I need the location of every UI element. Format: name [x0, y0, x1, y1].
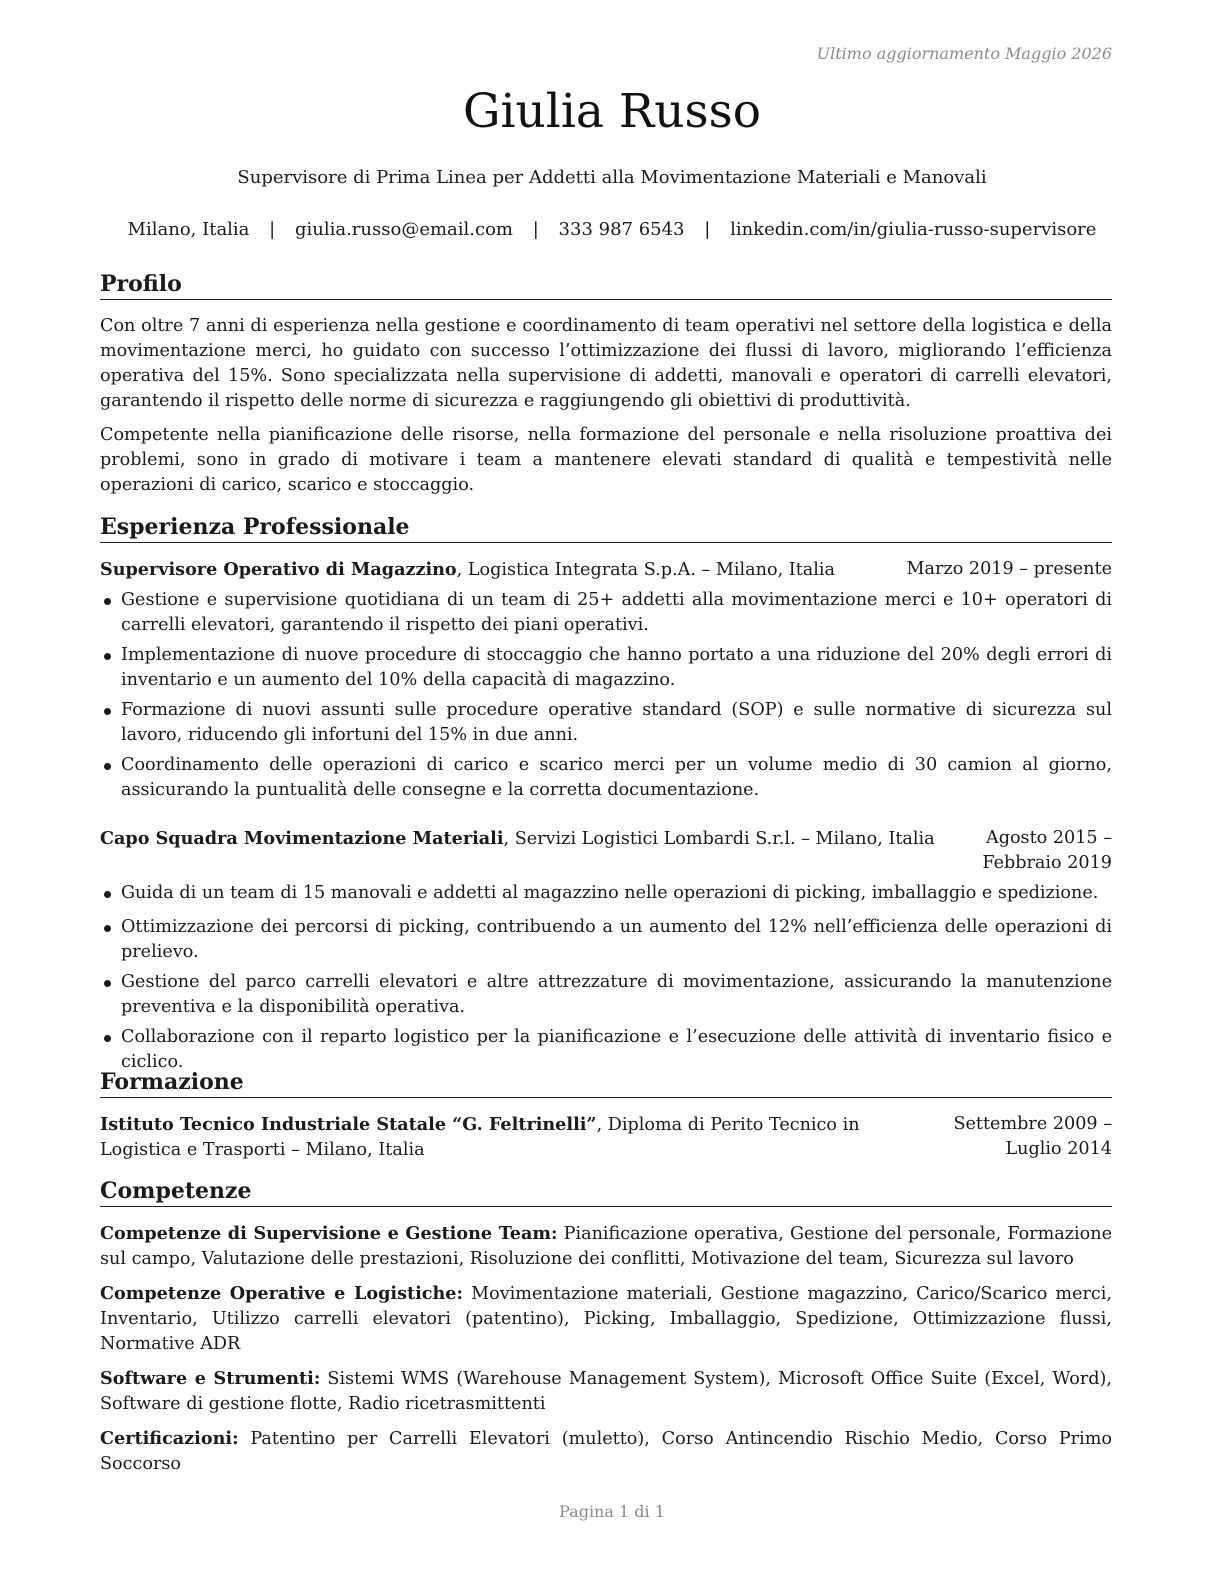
list-item: Collaborazione con il reparto logistico per la pianificazione e l’esecuzione delle attività di inventario fisico e ciclico.	[100, 1025, 1112, 1075]
contact-separator: |	[704, 219, 711, 240]
skill-group-label: Competenze di Supervisione e Gestione Team:	[100, 1223, 558, 1244]
skill-group-text: Movimentazione materiali, Gestione magazzino, Carico/Scarico merci, Inventario, Utilizzo carrelli elevatori (patentino), Picking, Imballaggio, Spedizione, Ottimizzazione flussi, Normative ADR	[100, 1284, 1112, 1354]
education-heading: Formazione	[100, 1068, 1112, 1098]
contact-linkedin-link[interactable]: linkedin.com/in/giulia-russo-supervisore	[730, 219, 1097, 240]
last-updated-note: Ultimo aggiornamento Maggio 2026	[816, 44, 1112, 63]
job-header	[100, 557, 1112, 583]
experience-section	[100, 513, 1112, 1075]
list-item: Guida di un team di 15 manovali e addetti al magazzino nelle operazioni di picking, imballaggio e spedizione.	[100, 881, 1112, 906]
education-school: Istituto Tecnico Industriale Statale “G. Feltrinelli”	[100, 1114, 597, 1135]
list-item: Gestione e supervisione quotidiana di un team di 25+ addetti alla movimentazione merci e 10+ operatori di carrelli elevatori, garantendo il rispetto dei piani operativi.	[100, 588, 1112, 638]
page-number: Pagina 1 di 1	[559, 1502, 665, 1521]
skill-group	[100, 1426, 1112, 1477]
list-item: Implementazione di nuove procedure di stoccaggio che hanno portato a una riduzione del 20% degli errori di inventario e un aumento del 10% della capacità di magazzino.	[100, 643, 1112, 693]
contact-location: Milano, Italia	[127, 219, 250, 240]
experience-heading: Esperienza Professionale	[100, 513, 1112, 543]
skill-group-text: Sistemi WMS (Warehouse Management System), Microsoft Office Suite (Excel, Word), Software di gestione flotte, Radio ricetrasmittenti	[100, 1369, 1112, 1414]
job-bullets	[100, 881, 1112, 1075]
candidate-headline: Supervisore di Prima Linea per Addetti alla Movimentazione Materiali e Manovali	[237, 167, 987, 188]
job-role: Supervisore Operativo di Magazzino	[100, 559, 457, 580]
list-item: Formazione di nuovi assunti sulle procedure operative standard (SOP) e sulle normative di sicurezza sul lavoro, riducendo gli infortuni del 15% in due anni.	[100, 698, 1112, 748]
job-company: , Logistica Integrata S.p.A. – Milano, Italia	[456, 560, 836, 580]
contact-email-link[interactable]: giulia.russo@email.com	[294, 219, 513, 240]
contact-separator: |	[269, 219, 276, 240]
skill-group-label: Software e Strumenti:	[100, 1368, 321, 1389]
skill-group-text: Patentino per Carrelli Elevatori (muletto), Corso Antincendio Rischio Medio, Corso Primo Soccorso	[100, 1429, 1112, 1474]
education-degree: , Diploma di Perito Tecnico in Logistica e Trasporti – Milano, Italia	[100, 1115, 860, 1160]
skill-group	[100, 1281, 1112, 1357]
list-item: Gestione del parco carrelli elevatori e altre attrezzature di movimentazione, assicurando la manutenzione preventiva e la disponibilità operativa.	[100, 970, 1112, 1020]
job-company: , Servizi Logistici Lombardi S.r.l. – Milano, Italia	[503, 829, 935, 849]
job-entry	[100, 557, 1112, 803]
education-entry	[100, 1112, 1112, 1163]
job-title-line	[100, 557, 835, 583]
profile-section	[100, 270, 1112, 498]
skill-group	[100, 1366, 1112, 1417]
list-item: Ottimizzazione dei percorsi di picking, contribuendo a un aumento del 12% nell’efficienza delle operazioni di prelievo.	[100, 915, 1112, 965]
skill-group-label: Competenze Operative e Logistiche:	[100, 1283, 463, 1304]
contact-phone: 333 987 6543	[558, 219, 685, 240]
skill-group	[100, 1221, 1112, 1272]
education-title-line	[100, 1112, 920, 1163]
skills-section	[100, 1177, 1112, 1477]
contact-line	[0, 219, 1224, 240]
education-section	[100, 1068, 1112, 1163]
education-dates: Settembre 2009 – Luglio 2014	[953, 1114, 1112, 1159]
job-dates: Marzo 2019 – presente	[906, 559, 1112, 579]
job-bullets	[100, 588, 1112, 803]
profile-paragraph: Con oltre 7 anni di esperienza nella gestione e coordinamento di team operativi nel settore della logistica e della movimentazione merci, ho guidato con successo l’ottimizzazione dei flussi di lavoro, migliorando l’efficienza operativa del 15%. Sono specializzata nella supervisione di addetti, manovali e operatori di carrelli elevatori, garantendo il rispetto delle norme di sicurezza e raggiungendo gli obiettivi di produttività.	[100, 316, 1112, 411]
job-dates: Agosto 2015 – Febbraio 2019	[982, 828, 1112, 873]
job-role: Capo Squadra Movimentazione Materiali	[100, 828, 504, 849]
job-header	[100, 826, 1112, 876]
profile-heading: Profilo	[100, 270, 1112, 300]
list-item: Coordinamento delle operazioni di carico e scarico merci per un volume medio di 30 camion al giorno, assicurando la puntualità delle consegne e la corretta documentazione.	[100, 753, 1112, 803]
skill-group-label: Certificazioni:	[100, 1428, 239, 1449]
profile-paragraph: Competente nella pianificazione delle risorse, nella formazione del personale e nella risoluzione proattiva dei problemi, sono in grado di motivare i team a mantenere elevati standard di qualità e tempestività nelle operazioni di carico, scarico e stoccaggio.	[100, 425, 1112, 495]
contact-separator: |	[532, 219, 539, 240]
candidate-name: Giulia Russo	[462, 84, 762, 139]
job-entry	[100, 826, 1112, 1075]
skill-group-text: Pianificazione operativa, Gestione del personale, Formazione sul campo, Valutazione delle prestazioni, Risoluzione dei conflitti, Motivazione del team, Sicurezza sul lavoro	[100, 1224, 1112, 1269]
skills-heading: Competenze	[100, 1177, 1112, 1207]
job-title-line	[100, 826, 935, 876]
